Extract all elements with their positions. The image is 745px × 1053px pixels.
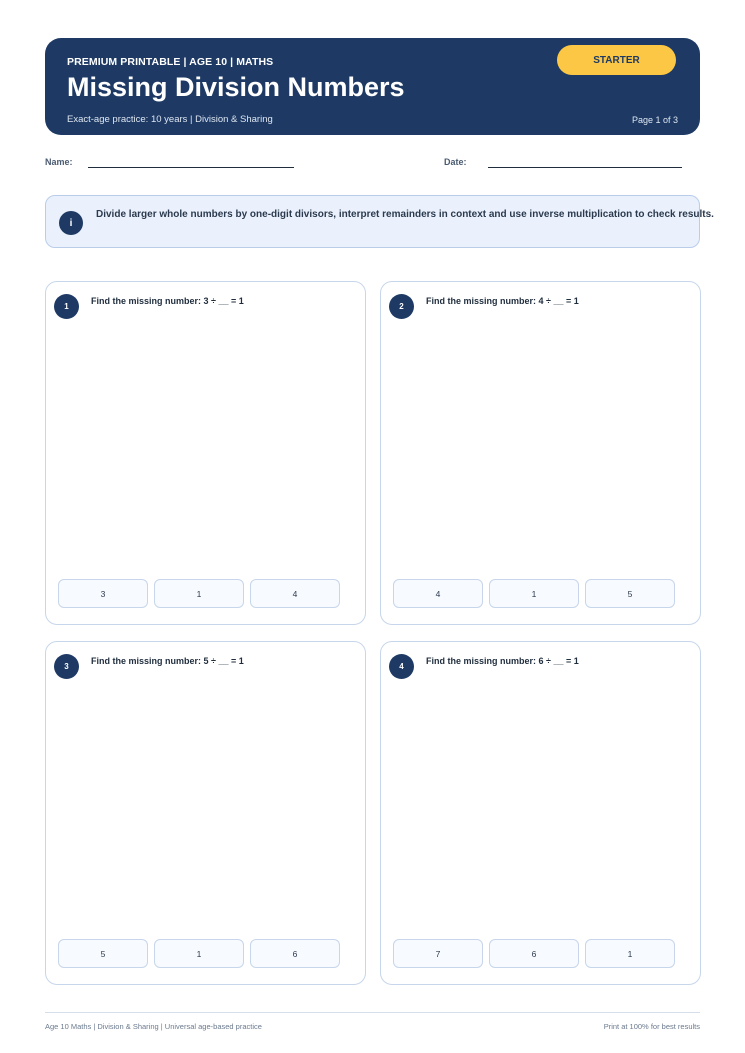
answer-option[interactable]: 1 xyxy=(154,579,244,608)
answer-option[interactable]: 4 xyxy=(393,579,483,608)
answer-option[interactable]: 1 xyxy=(585,939,675,968)
question-card xyxy=(45,281,366,625)
footer-left-text: Age 10 Maths | Division & Sharing | Universal age-based practice xyxy=(45,1022,262,1031)
answer-option[interactable]: 6 xyxy=(489,939,579,968)
page-number: Page 1 of 3 xyxy=(631,115,678,125)
answer-option[interactable]: 5 xyxy=(585,579,675,608)
answer-option[interactable]: 1 xyxy=(154,939,244,968)
header-subtitle: Exact-age practice: 10 years | Division & Sharing xyxy=(67,114,273,125)
date-field-line[interactable] xyxy=(488,167,682,168)
answer-option[interactable]: 4 xyxy=(250,579,340,608)
worksheet-header xyxy=(45,38,700,135)
header-kicker: PREMIUM PRINTABLE | AGE 10 | MATHS xyxy=(67,56,274,68)
answer-option[interactable]: 5 xyxy=(58,939,148,968)
question-card xyxy=(380,281,701,625)
answer-option[interactable]: 1 xyxy=(489,579,579,608)
footer-divider xyxy=(45,1012,700,1013)
question-number: 2 xyxy=(389,294,414,319)
difficulty-badge: STARTER xyxy=(557,45,676,75)
date-label: Date: xyxy=(444,157,467,167)
question-card xyxy=(45,641,366,985)
question-prompt: Find the missing number: 5 ÷ __ = 1 xyxy=(91,656,244,666)
name-label: Name: xyxy=(45,157,73,167)
question-card xyxy=(380,641,701,985)
page-title: Missing Division Numbers xyxy=(67,72,405,102)
answer-option[interactable]: 3 xyxy=(58,579,148,608)
question-number: 4 xyxy=(389,654,414,679)
name-field-line[interactable] xyxy=(88,167,294,168)
info-icon: i xyxy=(59,211,83,235)
answer-option[interactable]: 6 xyxy=(250,939,340,968)
instruction-text: Divide larger whole numbers by one-digit divisors, interpret remainders in context and use inverse multiplication to check results. xyxy=(96,209,714,220)
question-prompt: Find the missing number: 4 ÷ __ = 1 xyxy=(426,296,579,306)
question-prompt: Find the missing number: 6 ÷ __ = 1 xyxy=(426,656,579,666)
question-number: 3 xyxy=(54,654,79,679)
question-number: 1 xyxy=(54,294,79,319)
answer-option[interactable]: 7 xyxy=(393,939,483,968)
footer-right-text: Print at 100% for best results xyxy=(603,1022,700,1031)
question-prompt: Find the missing number: 3 ÷ __ = 1 xyxy=(91,296,244,306)
instruction-box xyxy=(45,195,714,248)
